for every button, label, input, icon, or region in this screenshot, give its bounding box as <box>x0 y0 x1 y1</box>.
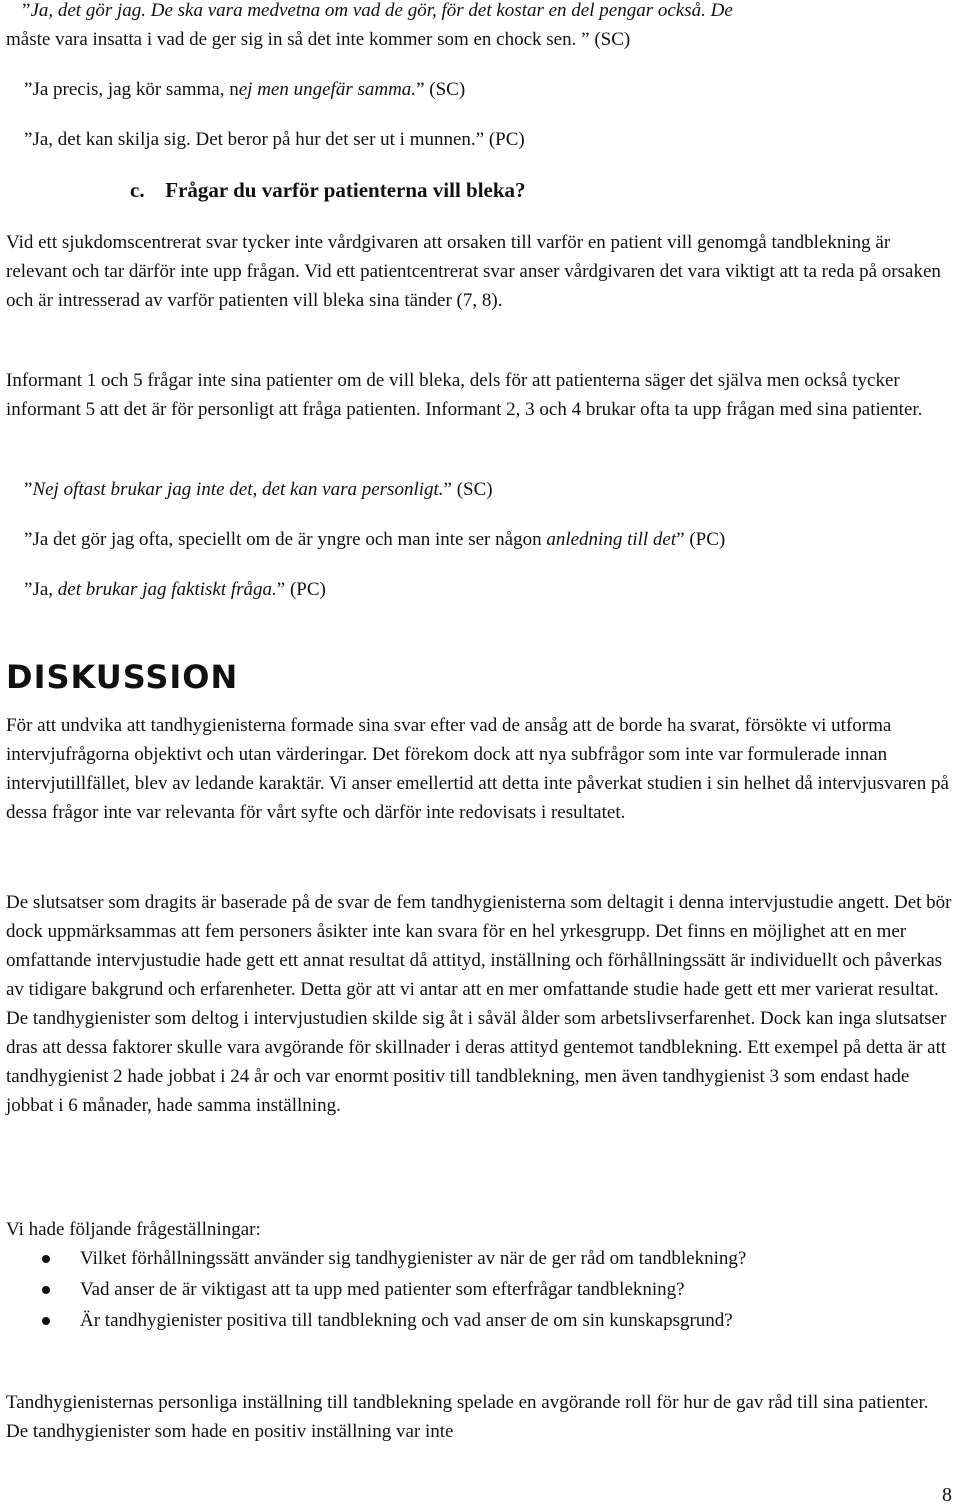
quote-line: ”Ja precis, jag kör samma, nej men ungefär samma.” (SC) <box>24 79 466 100</box>
quote-line: ”Ja, det gör jag. De ska vara medvetna om vad de gör, för det kostar en del pengar också. De <box>22 0 733 21</box>
quote-line: måste vara insatta i vad de ger sig in så det inte kommer som en chock sen. ” (SC) <box>6 29 631 50</box>
list-intro: Vi hade följande frågeställningar: <box>6 1219 261 1240</box>
bullet-icon <box>42 1255 50 1263</box>
quote-line: ”Ja det gör jag ofta, speciellt om de är yngre och man inte ser någon anledning till det” (PC) <box>24 529 726 550</box>
quote-line: ”Nej oftast brukar jag inte det, det kan vara personligt.” (SC) <box>24 479 493 500</box>
subquestion-label: c. <box>130 178 145 202</box>
bullet-icon <box>42 1317 50 1325</box>
paragraph: Vid ett sjukdomscentrerat svar tycker inte vårdgivaren att orsaken till varför en patient vill genomgå tandblekning är relevant och tar därför inte upp frågan. Vid ett patientcentrerat svar anser vårdgivaren det vara viktigt att ta reda på orsaken och är intresserad av varför patienten vill bleka sina tänder (7, 8). <box>6 232 941 311</box>
list-item: Vad anser de är viktigast att ta upp med patienter som efterfrågar tandblekning? <box>6 1275 952 1304</box>
paragraph: Tandhygienisternas personliga inställning till tandblekning spelade en avgörande roll för hur de gav råd till sina patienter. De tandhygienister som hade en positiv inställning var inte <box>6 1392 929 1442</box>
list-item: Är tandhygienister positiva till tandblekning och vad anser de om sin kunskapsgrund? <box>6 1306 952 1335</box>
page-number: 8 <box>942 1484 952 1506</box>
quote-line: ”Ja, det kan skilja sig. Det beror på hur det ser ut i munnen.” (PC) <box>24 129 525 150</box>
paragraph: De slutsatser som dragits är baserade på de svar de fem tandhygienisterna som deltagit i denna intervjustudie angett. Det bör dock uppmärksammas att fem personers åsikter inte kan svara för en hel yrkesgrupp. Det finns en möjlighet att en mer omfattande intervjustudie hade gett ett annat resultat då attityd, inställning och förhållningssätt är individuellt och påverkas av tidigare bakgrund och erfarenheter. Detta gör att vi antar att en mer omfattande studie hade gett ett mer varierat resultat. De tandhygienister som deltog i intervjustudien skilde sig åt i såväl ålder som arbetslivserfarenhet. Dock kan inga slutsatser dras att dessa faktorer skulle vara avgörande för skillnader i deras attityd gentemot tandblekning. Ett exempel på detta är att tandhygienist 2 hade jobbat i 24 år och var enormt positiv till tandblekning, men även tandhygienist 3 som endast hade jobbat i 6 månader, hade samma inställning. <box>6 892 952 1116</box>
question-list <box>6 1244 952 1337</box>
paragraph: För att undvika att tandhygienisterna formade sina svar efter vad de ansåg att de borde ha svarat, försökte vi utforma intervjufrågorna objektivt och utan värderingar. Det förekom dock att nya subfrågor som inte var formulerade innan intervjutillfället, blev av ledande karaktär. Vi anser emellertid att detta inte påverkat studien i sin helhet då intervjusvaren på dessa frågor inte var relevanta för vårt syfte och därför inte redovisats i resultatet. <box>6 715 949 823</box>
subquestion-heading <box>130 178 526 203</box>
section-heading: DISKUSSION <box>6 658 239 696</box>
quote-line: ”Ja, det brukar jag faktiskt fråga.” (PC) <box>24 579 326 600</box>
paragraph: Informant 1 och 5 frågar inte sina patienter om de vill bleka, dels för att patienterna säger det själva men också tycker informant 5 att det är för personligt att fråga patienten. Informant 2, 3 och 4 brukar ofta ta upp frågan med sina patienter. <box>6 370 923 420</box>
bullet-icon <box>42 1286 50 1294</box>
subquestion-text: Frågar du varför patienterna vill bleka? <box>165 178 526 202</box>
list-item: Vilket förhållningssätt använder sig tandhygienister av när de ger råd om tandblekning? <box>6 1244 952 1273</box>
